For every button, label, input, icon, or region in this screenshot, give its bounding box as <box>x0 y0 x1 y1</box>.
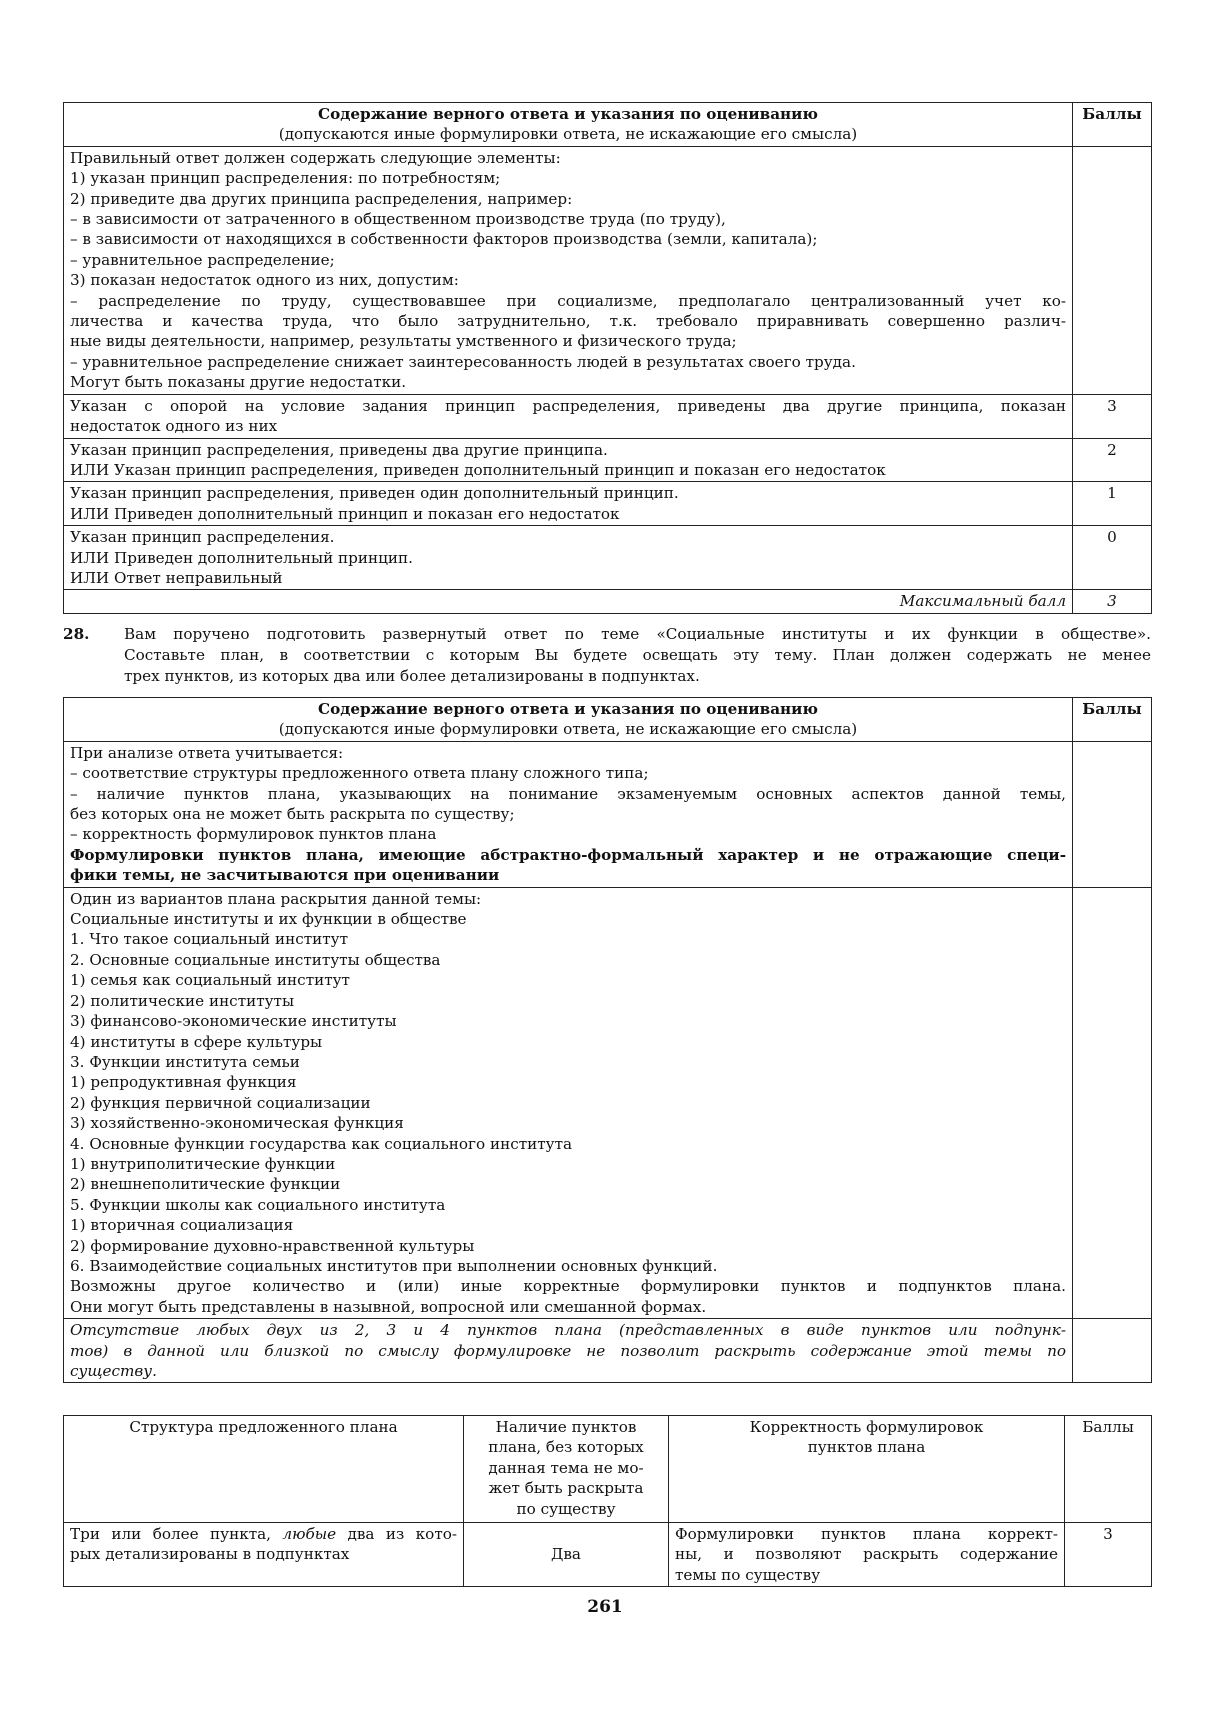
correctness-line: Формулировки пунктов плана коррект- <box>675 1525 1058 1543</box>
analysis-line: При анализе ответа учитывается: <box>70 743 344 762</box>
task-line: трех пунктов, из которых два или более детализированы в подпунктах. <box>124 667 700 685</box>
content-line: – распределение по труду, существовавшее при социализме, предполагало централизованный учет ко- <box>70 291 1066 310</box>
structure-text: два из кото- <box>336 1525 457 1543</box>
presence-header-line: по существу <box>516 1499 616 1518</box>
task-line: Составьте план, в соответствии с которым Вы будете освещать эту тему. План должен содержать не менее <box>124 646 1151 664</box>
task-text <box>124 624 1151 687</box>
correctness-header-line: пунктов плана <box>807 1438 926 1457</box>
criteria-line: ИЛИ Ответ неправильный <box>70 568 283 587</box>
structure-line: рых детализированы в подпунктах <box>70 1545 350 1564</box>
note-line: существу. <box>70 1362 157 1380</box>
plan-line: 2) политические институты <box>70 991 295 1010</box>
structure-cell <box>64 1523 464 1587</box>
plan-line: 3. Функции института семьи <box>70 1052 300 1071</box>
analysis-bold-line: Формулировки пунктов плана, имеющие абстрактно-формальный характер и не отражающие специ- <box>70 845 1066 864</box>
plan-line: 1) репродуктивная функция <box>70 1073 297 1092</box>
header-subtitle: (допускаются иные формулировки ответа, не искажающие его смысла) <box>278 720 858 739</box>
presence-header-line: плана, без которых <box>488 1438 644 1457</box>
presence-header-line: Наличие пунктов <box>495 1418 637 1436</box>
content-line: 1) указан принцип распределения: по потребностям; <box>70 169 501 188</box>
empty-score-cell <box>1073 887 1152 1319</box>
analysis-row <box>64 741 1152 887</box>
scoring-header-row <box>64 1416 1152 1523</box>
criteria-score: 2 <box>1073 438 1152 482</box>
presence-header-line: данная тема не мо- <box>488 1458 644 1477</box>
criteria-score: 3 <box>1073 394 1152 438</box>
content-line: – в зависимости от находящихся в собственности факторов производства (земли, капитала); <box>70 230 818 249</box>
empty-score-cell <box>1073 146 1152 394</box>
header-cell <box>64 103 1073 147</box>
plan-line: 5. Функции школы как социального института <box>70 1195 446 1214</box>
criteria-line: ИЛИ Указан принцип распределения, приведен дополнительный принцип и показан его недостаток <box>70 460 886 479</box>
presence-header <box>464 1416 669 1523</box>
plan-line: Социальные институты и их функции в обществе <box>70 910 467 929</box>
max-score-row <box>64 590 1152 613</box>
criteria-score: 1 <box>1073 482 1152 526</box>
task-number: 28. <box>63 625 90 643</box>
plan-line: 4) институты в сфере культуры <box>70 1032 323 1051</box>
criteria-table-27 <box>63 102 1152 614</box>
max-score-label: Максимальный балл <box>64 590 1073 613</box>
max-score-value: 3 <box>1073 590 1152 613</box>
plan-line: 1) семья как социальный институт <box>70 971 350 990</box>
empty-score-cell <box>1073 741 1152 887</box>
plan-cell <box>64 887 1073 1319</box>
criteria-row <box>64 438 1152 482</box>
structure-text: Три или более пункта, <box>70 1525 283 1543</box>
analysis-line: – корректность формулировок пунктов плана <box>70 825 437 844</box>
criteria-line: ИЛИ Приведен дополнительный принцип. <box>70 548 413 567</box>
correctness-line: ны, и позволяют раскрыть содержание <box>675 1545 1058 1564</box>
content-line: 2) приведите два других принципа распределения, например: <box>70 189 573 208</box>
content-line: ные виды деятельности, например, результаты умственного и физического труда; <box>70 332 737 351</box>
note-cell <box>64 1319 1073 1383</box>
criteria-cell <box>64 526 1073 590</box>
analysis-bold-line: фики темы, не засчитываются при оценивании <box>70 866 500 885</box>
criteria-row <box>64 394 1152 438</box>
scoring-score: 3 <box>1065 1523 1152 1587</box>
answer-content-cell <box>64 146 1073 394</box>
plan-line: Они могут быть представлены в назывной, вопросной или смешанной формах. <box>70 1297 707 1316</box>
header-title: Содержание верного ответа и указания по оцениванию <box>317 700 818 718</box>
structure-header: Структура предложенного плана <box>64 1416 464 1523</box>
plan-line: 2) функция первичной социализации <box>70 1093 371 1112</box>
plan-line: 6. Взаимодействие социальных институтов при выполнении основных функций. <box>70 1256 718 1275</box>
criteria-cell <box>64 394 1073 438</box>
criteria-line: Указан принцип распределения. <box>70 528 335 547</box>
plan-line: 3) хозяйственно-экономическая функция <box>70 1114 404 1133</box>
header-cell <box>64 698 1073 742</box>
criteria-line: Указан принцип распределения, приведены два другие принципа. <box>70 440 608 459</box>
plan-line: 2. Основные социальные институты общества <box>70 950 441 969</box>
criteria-table-28 <box>63 697 1152 1383</box>
task-28 <box>63 624 1151 687</box>
structure-line <box>70 1524 457 1544</box>
correctness-cell <box>669 1523 1065 1587</box>
correctness-header-line: Корректность формулировок <box>749 1418 984 1436</box>
note-line: тов) в данной или близкой по смыслу формулировке не позволит раскрыть содержание этой темы по <box>70 1341 1066 1360</box>
task-line: Вам поручено подготовить развернутый ответ по теме «Социальные институты и их функции в обществе». <box>124 625 1151 643</box>
table-header-row <box>64 103 1152 147</box>
score-header: Баллы <box>1073 103 1152 147</box>
score-header: Баллы <box>1065 1416 1152 1523</box>
note-row <box>64 1319 1152 1383</box>
plan-row <box>64 887 1152 1319</box>
criteria-line: недостаток одного из них <box>70 417 278 436</box>
structure-emphasis: любые <box>282 1525 337 1543</box>
content-line: – уравнительное распределение; <box>70 250 335 269</box>
content-line: – уравнительное распределение снижает заинтересованность людей в результатах своего труда. <box>70 352 856 371</box>
content-line: 3) показан недостаток одного из них, допустим: <box>70 271 459 290</box>
plan-line: 3) финансово-экономические институты <box>70 1012 397 1031</box>
plan-line: 2) внешнеполитические функции <box>70 1175 341 1194</box>
plan-line: 1) вторичная социализация <box>70 1216 294 1235</box>
criteria-cell <box>64 438 1073 482</box>
plan-line: Один из вариантов плана раскрытия данной темы: <box>70 889 482 908</box>
presence-header-line: жет быть раскрыта <box>488 1479 644 1498</box>
criteria-line: Указан принцип распределения, приведен один дополнительный принцип. <box>70 484 679 503</box>
note-line: Отсутствие любых двух из 2, 3 и 4 пунктов плана (представленных в виде пунктов или подпунк- <box>70 1321 1066 1340</box>
scoring-table <box>63 1415 1152 1587</box>
scoring-row <box>64 1523 1152 1587</box>
content-line: личества и качества труда, что было затруднительно, т.к. требовало приравнивать совершенно различ- <box>70 312 1066 331</box>
analysis-line: – соответствие структуры предложенного ответа плану сложного типа; <box>70 764 649 783</box>
content-line: Могут быть показаны другие недостатки. <box>70 373 407 392</box>
criteria-cell <box>64 482 1073 526</box>
criteria-row <box>64 482 1152 526</box>
header-title: Содержание верного ответа и указания по оцениванию <box>317 105 818 123</box>
correctness-line: темы по существу <box>675 1565 821 1584</box>
presence-cell: Два <box>464 1523 669 1587</box>
plan-line: 4. Основные функции государства как социального института <box>70 1134 573 1153</box>
plan-line: 2) формирование духовно-нравственной культуры <box>70 1236 475 1255</box>
analysis-line: – наличие пунктов плана, указывающих на понимание экзаменуемым основных аспектов данной темы, <box>70 784 1066 803</box>
analysis-line: без которых она не может быть раскрыта по существу; <box>70 805 515 824</box>
correctness-header <box>669 1416 1065 1523</box>
page-number: 261 <box>587 1597 623 1617</box>
header-subtitle: (допускаются иные формулировки ответа, не искажающие его смысла) <box>278 125 858 144</box>
table-header-row <box>64 698 1152 742</box>
content-line: – в зависимости от затраченного в общественном производстве труда (по труду), <box>70 210 726 229</box>
analysis-cell <box>64 741 1073 887</box>
criteria-score: 0 <box>1073 526 1152 590</box>
answer-content-row <box>64 146 1152 394</box>
criteria-row <box>64 526 1152 590</box>
empty-score-cell <box>1073 1319 1152 1383</box>
plan-line: Возможны другое количество и (или) иные корректные формулировки пунктов и подпунктов плана. <box>70 1277 1066 1296</box>
plan-line: 1) внутриполитические функции <box>70 1154 336 1173</box>
criteria-line: Указан с опорой на условие задания принцип распределения, приведены два другие принципа, показан <box>70 396 1066 415</box>
criteria-line: ИЛИ Приведен дополнительный принцип и показан его недостаток <box>70 504 620 523</box>
score-header: Баллы <box>1073 698 1152 742</box>
content-line: Правильный ответ должен содержать следующие элементы: <box>70 148 561 167</box>
plan-line: 1. Что такое социальный институт <box>70 930 349 949</box>
